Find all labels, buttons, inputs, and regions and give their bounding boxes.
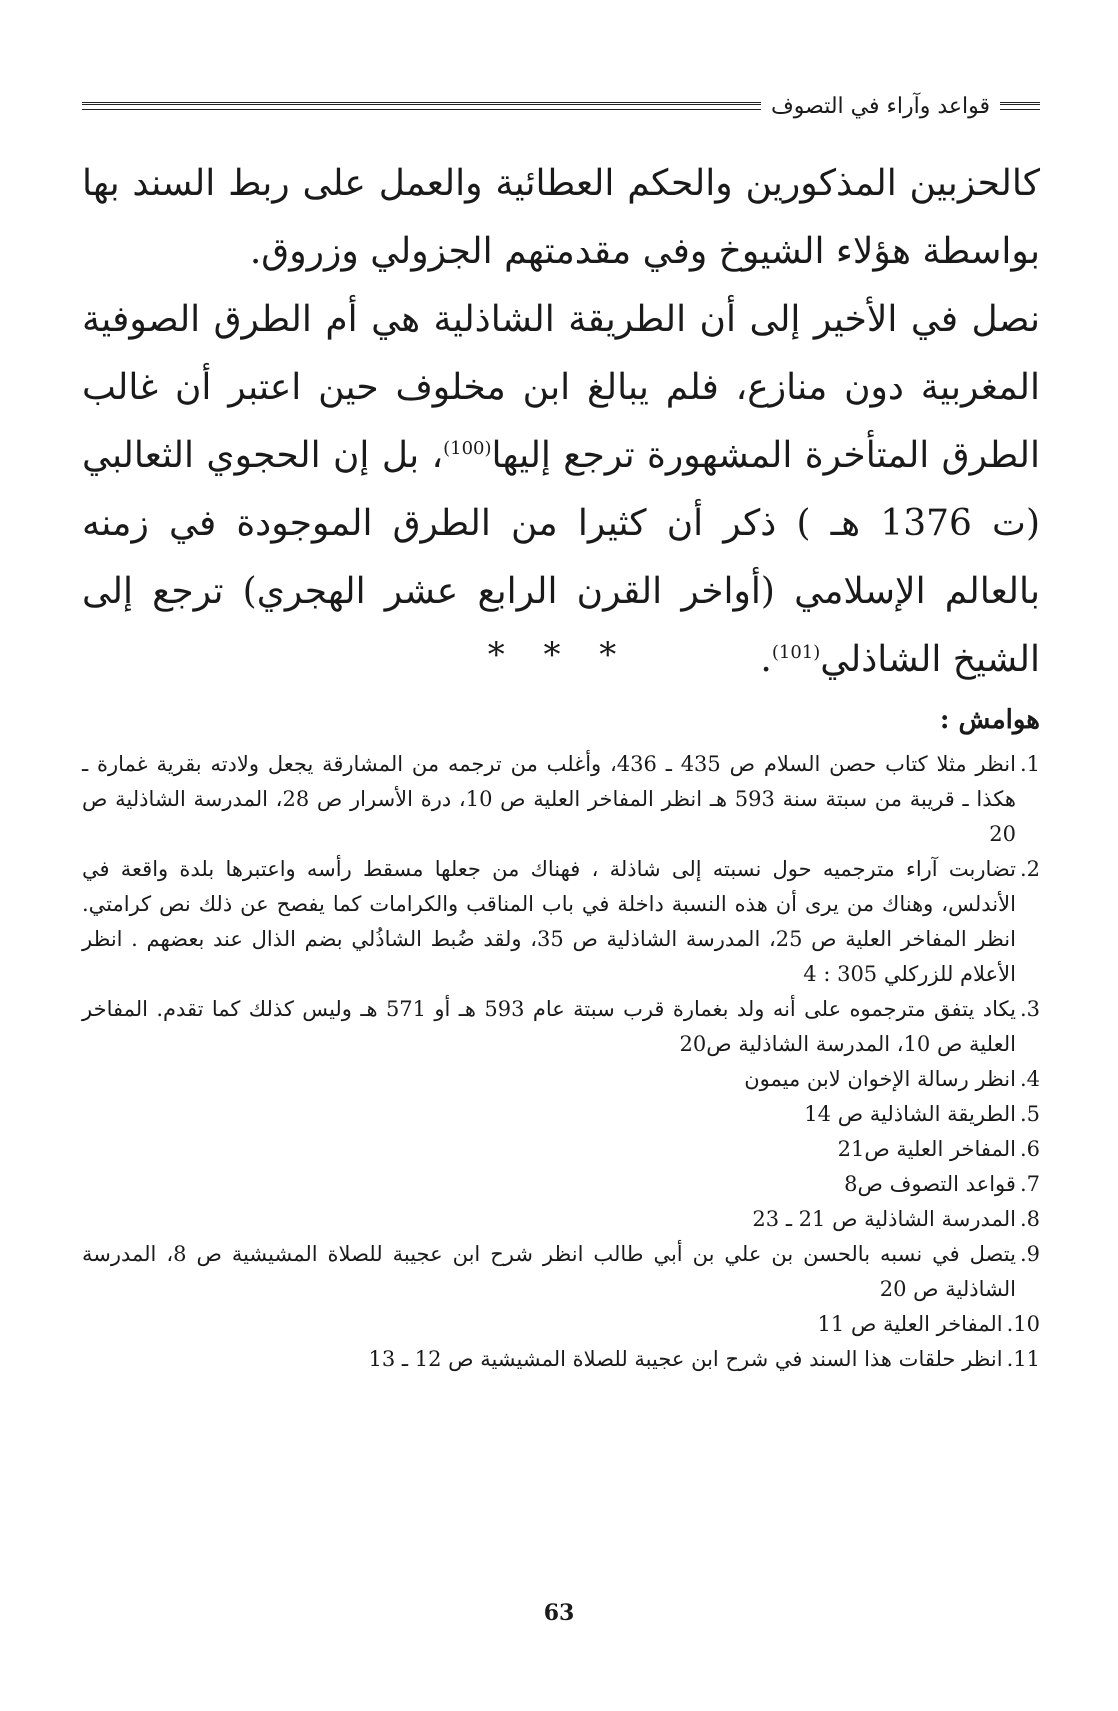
paragraph-2-end: . xyxy=(760,639,772,680)
footnote-number: 4. xyxy=(1019,1067,1040,1091)
footnote-item xyxy=(82,1062,1040,1097)
footnote-item xyxy=(82,1237,1040,1307)
footnote-text: المفاخر العلية ص 11 xyxy=(817,1312,1003,1336)
paragraph-2-part-a: نصل في الأخير إلى أن الطريقة الشاذلية هي أم الطرق الصوفية المغربية دون منازع، فلم يبالغ ابن مخلوف حين اعتبر أن غالب الطرق المتأخرة المشهورة ترجع إليها xyxy=(82,299,1040,476)
footnote-text: الطريقة الشاذلية ص 14 xyxy=(804,1102,1016,1126)
footnote-text: يتصل في نسبه بالحسن بن علي بن أبي طالب انظر شرح ابن عجيبة للصلاة المشيشية ص 8، المدرسة الشاذلية ص 20 xyxy=(82,1242,1016,1301)
footnote-item xyxy=(82,1167,1040,1202)
header-rule-left xyxy=(82,102,761,110)
footnote-item xyxy=(82,747,1040,852)
paragraph-2 xyxy=(82,286,1040,694)
footnote-number: 11. xyxy=(1006,1347,1040,1371)
footnote-number: 10. xyxy=(1006,1312,1040,1336)
footnote-number: 3. xyxy=(1019,997,1040,1021)
footnote-item xyxy=(82,1307,1040,1342)
footnote-number: 6. xyxy=(1019,1137,1040,1161)
footnote-ref-100: (100) xyxy=(443,438,492,459)
footnote-number: 5. xyxy=(1019,1102,1040,1126)
footnote-item xyxy=(82,992,1040,1062)
footnote-text: المفاخر العلية ص21 xyxy=(837,1137,1016,1161)
main-text xyxy=(82,150,1040,694)
footnote-text: قواعد التصوف ص8 xyxy=(844,1172,1016,1196)
page-number: 63 xyxy=(543,1600,575,1626)
footnote-text: انظر رسالة الإخوان لابن ميمون xyxy=(744,1067,1016,1091)
footnote-text: المدرسة الشاذلية ص 21 ـ 23 xyxy=(752,1207,1016,1231)
running-header xyxy=(82,86,1040,126)
footnote-number: 8. xyxy=(1019,1207,1040,1231)
footnote-text: يكاد يتفق مترجموه على أنه ولد بغمارة قرب سبتة عام 593 هـ أو 571 هـ وليس كذلك كما تقدم. المفاخر العلية ص 10، المدرسة الشاذلية ص20 xyxy=(82,997,1016,1056)
footnote-item xyxy=(82,1202,1040,1237)
footnote-number: 7. xyxy=(1019,1172,1040,1196)
section-separator: * * * xyxy=(487,635,631,675)
paragraph-2-part-b: ، بل إن الحجوي الثعالبي (ت 1376 هـ ) ذكر أن كثيرا من الطرق الموجودة في زمنه بالعالم الإسلامي (أواخر القرن الرابع عشر الهجري) ترجع إلى الشيخ الشاذلي xyxy=(82,435,1040,680)
footnotes-list xyxy=(82,747,1040,1377)
footnote-ref-101: (101) xyxy=(771,642,821,663)
footnote-number: 1. xyxy=(1019,752,1040,776)
footnote-text: انظر مثلا كتاب حصن السلام ص 435 ـ 436، وأغلب من ترجمه من المشارقة يجعل ولادته بقرية غمارة ـ هكذا ـ قريبة من سبتة سنة 593 هـ انظر المفاخر العلية ص 10، درة الأسرار ص 28، المدرسة الشاذلية ص 20 xyxy=(82,752,1016,846)
footnote-text: انظر حلقات هذا السند في شرح ابن عجيبة للصلاة المشيشية ص 12 ـ 13 xyxy=(368,1347,1003,1371)
header-rule-right xyxy=(1000,102,1040,110)
footnote-number: 2. xyxy=(1019,857,1040,881)
footnote-item xyxy=(82,1132,1040,1167)
footnote-text: تضاربت آراء مترجميه حول نسبته إلى شاذلة ، فهناك من جعلها مسقط رأسه واعتبرها بلدة واقعة في الأندلس، وهناك من يرى أن هذه النسبة داخلة في باب المناقب والكرامات كما يفصح عن ذلك نص كرامتي. انظر المفاخر العلية ص 25، المدرسة الشاذلية ص 35، ولقد ضُبط الشاذُلي بضم الذال عند بعضهم . انظر الأعلام للزركلي 305 : 4 xyxy=(82,857,1016,986)
footnotes-section xyxy=(82,705,1040,1377)
footnotes-heading: هوامش : xyxy=(939,705,1040,735)
footnote-item xyxy=(82,852,1040,992)
running-title: قواعد وآراء في التصوف xyxy=(770,93,990,119)
footnote-number: 9. xyxy=(1019,1242,1040,1266)
footnote-item xyxy=(82,1342,1040,1377)
paragraph-1: كالحزبين المذكورين والحكم العطائية والعمل على ربط السند بها بواسطة هؤلاء الشيوخ وفي مقدمتهم الجزولي وزروق. xyxy=(82,163,1040,272)
footnote-item xyxy=(82,1097,1040,1132)
